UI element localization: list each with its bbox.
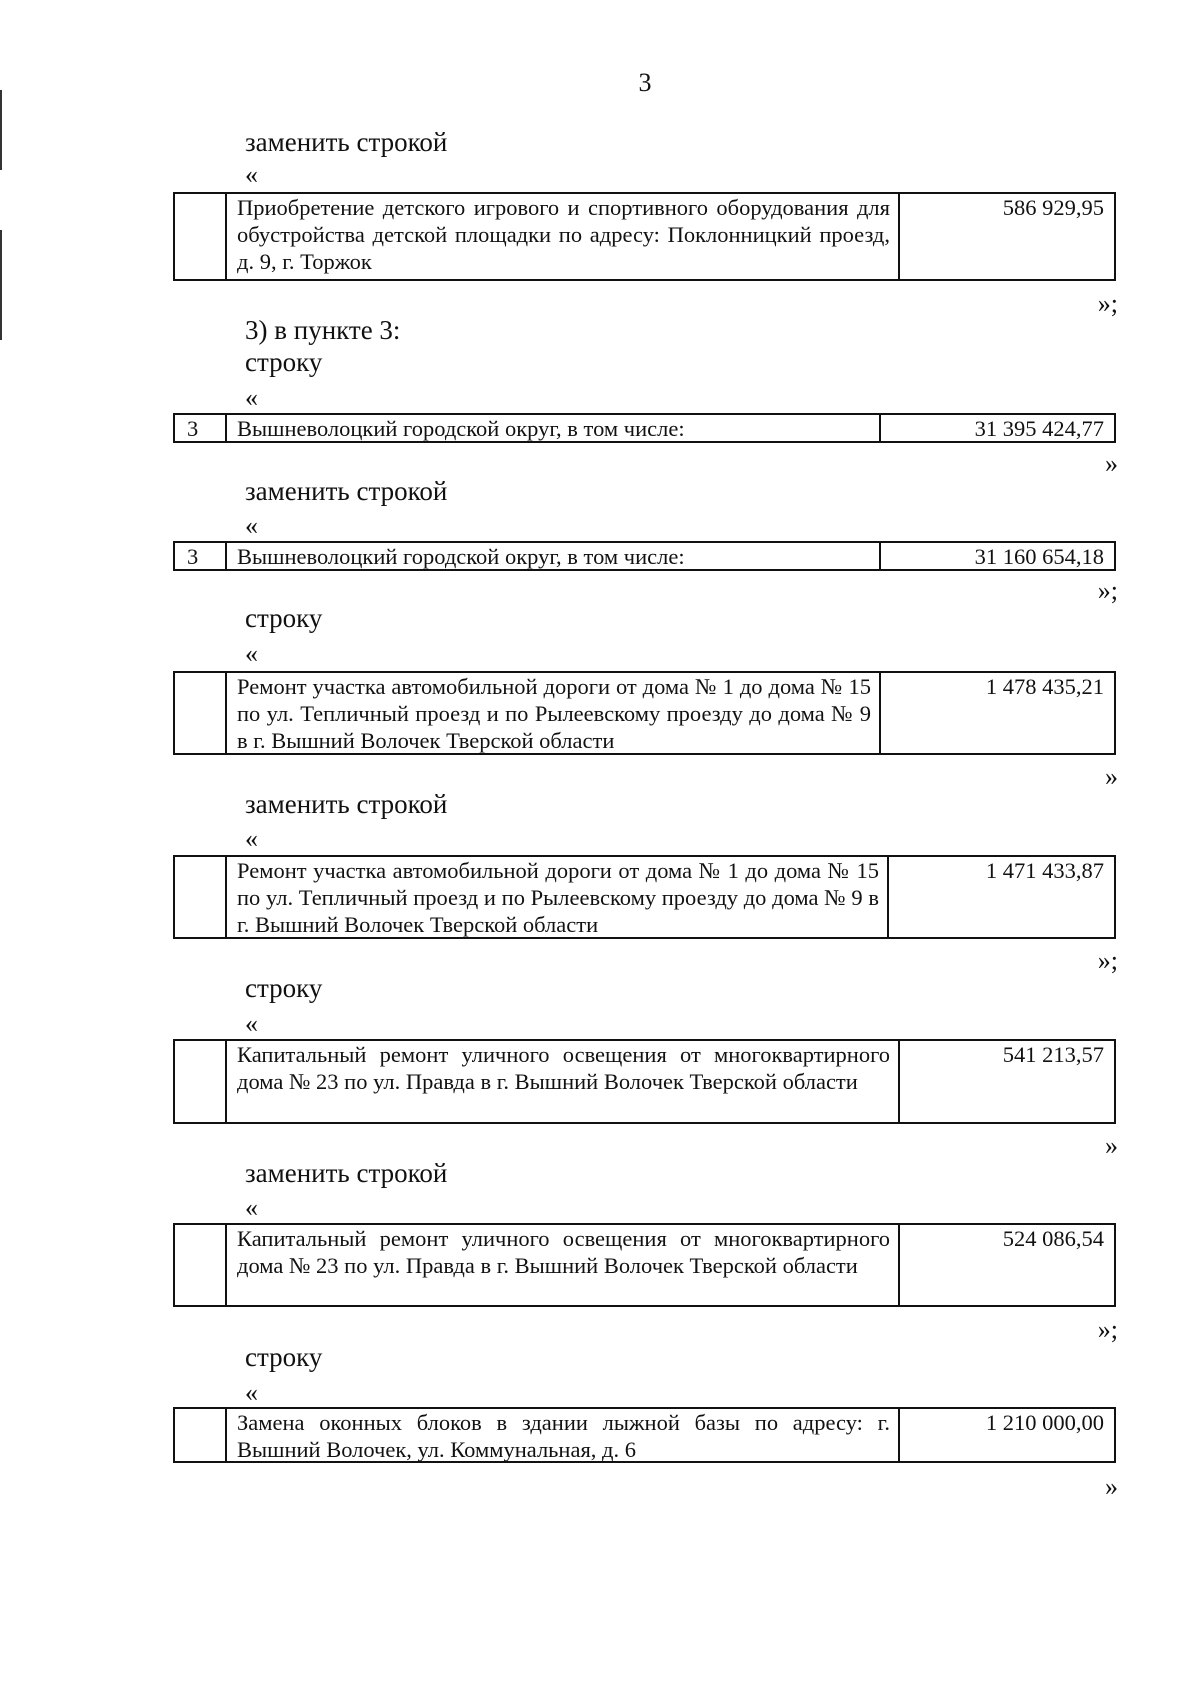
row-description: Вышневолоцкий городской округ, в том числе: <box>227 543 881 569</box>
block-label: заменить строкой <box>245 127 448 157</box>
page-number: 3 <box>638 68 652 97</box>
table-row <box>173 1039 1116 1124</box>
close-quote: »; <box>1097 576 1118 605</box>
open-quote: « <box>245 1009 258 1038</box>
block-label: строку <box>245 1342 323 1372</box>
table-row <box>173 413 1116 443</box>
section-heading: 3) в пункте 3: <box>245 315 401 345</box>
close-quote: » <box>1105 762 1118 791</box>
open-quote: « <box>245 383 258 412</box>
scan-edge-mark <box>0 230 2 340</box>
open-quote: « <box>245 824 258 853</box>
row-amount: 524 086,54 <box>1002 1226 1104 1251</box>
row-description: Приобретение детского игрового и спортивного оборудования для обустройства детской площадки по адресу: Поклонницкий проезд, д. 9, г. Торжок <box>227 194 900 279</box>
table-row <box>173 855 1116 939</box>
row-description: Ремонт участка автомобильной дороги от дома № 1 до дома № 15 по ул. Тепличный проезд и по Рылеевскому проезду до дома № 9 в г. Вышний Волочек Тверской области <box>227 673 881 753</box>
table-row <box>173 1407 1116 1463</box>
row-amount: 1 471 433,87 <box>985 858 1104 883</box>
close-quote: » <box>1105 1472 1118 1501</box>
row-description: Капитальный ремонт уличного освещения от многоквартирного дома № 23 по ул. Правда в г. Вышний Волочек Тверской области <box>227 1225 900 1305</box>
row-amount: 586 929,95 <box>1002 195 1104 220</box>
row-description: Капитальный ремонт уличного освещения от многоквартирного дома № 23 по ул. Правда в г. Вышний Волочек Тверской области <box>227 1041 900 1122</box>
table-row <box>173 192 1116 281</box>
table-row <box>173 541 1116 571</box>
row-amount: 31 160 654,18 <box>974 544 1104 569</box>
close-quote: »; <box>1097 289 1118 318</box>
open-quote: « <box>245 1193 258 1222</box>
block-label: заменить строкой <box>245 476 448 506</box>
row-number: 3 <box>175 415 227 441</box>
row-amount: 1 478 435,21 <box>985 674 1104 699</box>
row-number <box>175 857 227 937</box>
row-number <box>175 673 227 753</box>
block-label: заменить строкой <box>245 1158 448 1188</box>
row-description: Вышневолоцкий городской округ, в том числе: <box>227 415 881 441</box>
row-description: Ремонт участка автомобильной дороги от дома № 1 до дома № 15 по ул. Тепличный проезд и по Рылеевскому проезду до дома № 9 в г. Вышний Волочек Тверской области <box>227 857 889 937</box>
row-description: Замена оконных блоков в здании лыжной базы по адресу: г. Вышний Волочек, ул. Коммунальная, д. 6 <box>227 1409 900 1461</box>
open-quote: « <box>245 511 258 540</box>
row-amount: 1 210 000,00 <box>985 1410 1104 1435</box>
close-quote: »; <box>1097 1315 1118 1344</box>
row-number <box>175 1409 227 1461</box>
close-quote: » <box>1105 1131 1118 1160</box>
close-quote: »; <box>1097 946 1118 975</box>
block-label: строку <box>245 347 323 377</box>
block-label: строку <box>245 973 323 1003</box>
open-quote: « <box>245 639 258 668</box>
row-number <box>175 1225 227 1305</box>
block-label: заменить строкой <box>245 789 448 819</box>
open-quote: « <box>245 160 258 189</box>
table-row <box>173 671 1116 755</box>
close-quote: » <box>1105 449 1118 478</box>
block-label: строку <box>245 603 323 633</box>
row-amount: 31 395 424,77 <box>974 416 1104 441</box>
row-number <box>175 1041 227 1122</box>
row-amount: 541 213,57 <box>1002 1042 1104 1067</box>
open-quote: « <box>245 1378 258 1407</box>
row-number: 3 <box>175 543 227 569</box>
row-number <box>175 194 227 279</box>
scan-edge-mark <box>0 90 2 170</box>
table-row <box>173 1223 1116 1307</box>
